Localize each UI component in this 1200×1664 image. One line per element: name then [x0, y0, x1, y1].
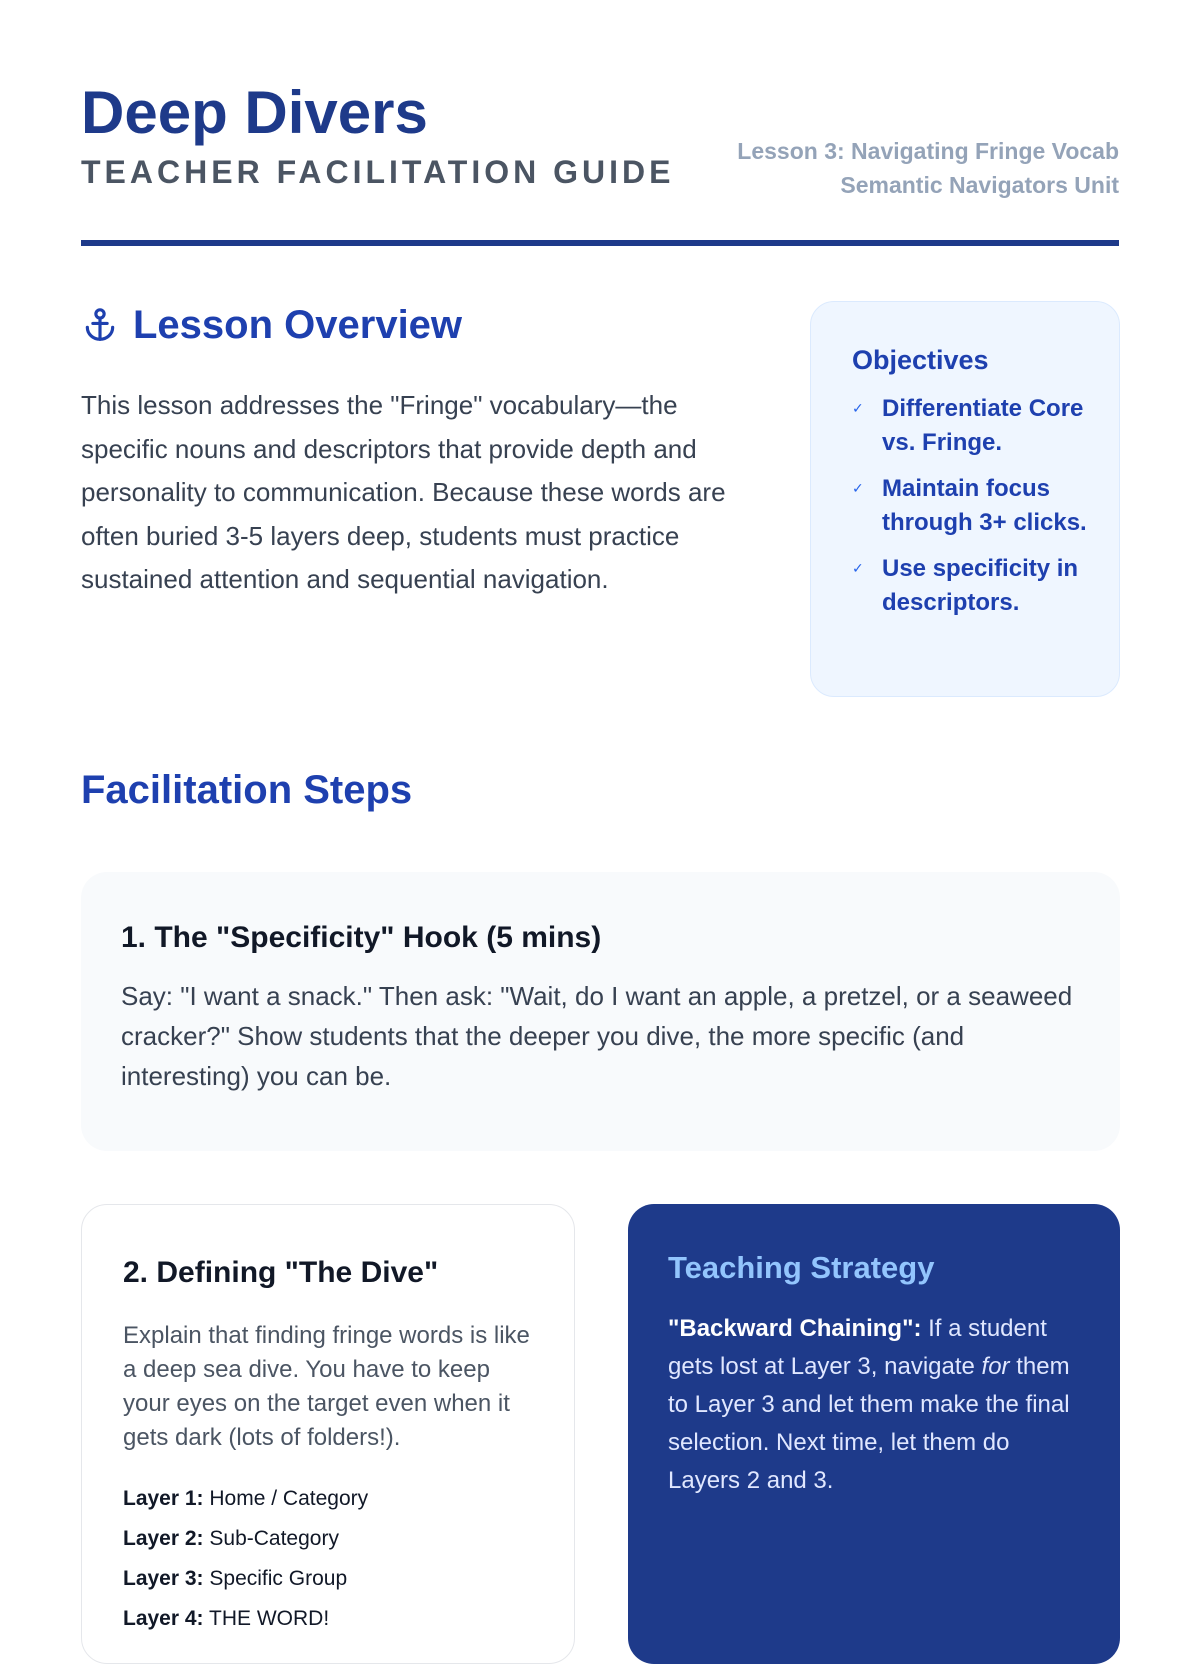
page-subtitle: TEACHER FACILITATION GUIDE — [81, 154, 675, 190]
layer-item — [123, 1559, 534, 1599]
header-divider — [81, 240, 1119, 246]
layer-value: THE WORD! — [209, 1607, 330, 1630]
objective-item — [852, 472, 1095, 539]
lesson-overview-text: This lesson addresses the "Fringe" vocabulary—the specific nouns and descriptors that provide depth and personality to communication. Because these words are often buried 3-5 layers deep, students must practice sustained attention and sequential navigation. — [81, 390, 726, 594]
objectives-list — [852, 392, 1095, 619]
layer-value: Home / Category — [209, 1487, 369, 1510]
lesson-overview-section — [81, 300, 741, 602]
teaching-strategy-title: Teaching Strategy — [668, 1250, 935, 1285]
teaching-strategy-text — [668, 1310, 1080, 1500]
page-header — [81, 78, 1119, 198]
check-icon: ✓ — [852, 560, 864, 576]
page-title: Deep Divers — [81, 79, 428, 146]
step-1-card — [81, 872, 1120, 1151]
objective-text: Use specificity in descriptors. — [882, 555, 1079, 616]
check-icon: ✓ — [852, 400, 864, 416]
objective-text: Maintain focus through 3+ clicks. — [882, 475, 1087, 536]
step-2-card — [81, 1204, 575, 1664]
objective-item — [852, 552, 1095, 619]
layer-item — [123, 1479, 534, 1519]
lesson-label: Lesson 3: Navigating Fringe Vocab — [737, 138, 1119, 164]
objective-text: Differentiate Core vs. Fringe. — [882, 395, 1084, 456]
strategy-term: "Backward Chaining": — [668, 1315, 922, 1342]
facilitation-steps-heading: Facilitation Steps — [81, 768, 413, 812]
lesson-overview-heading — [81, 300, 741, 350]
objectives-title: Objectives — [852, 345, 989, 375]
step-2-heading: 2. Defining "The Dive" — [123, 1256, 439, 1289]
anchor-icon — [81, 306, 119, 344]
lesson-overview-title: Lesson Overview — [133, 303, 463, 347]
unit-label: Semantic Navigators Unit — [840, 172, 1119, 198]
check-icon: ✓ — [852, 480, 864, 496]
step-1-text: Say: "I want a snack." Then ask: "Wait, do I want an apple, a pretzel, or a seaweed cracker?" Show students that the deeper you dive, the more specific (and interesting) you can be. — [121, 981, 1073, 1091]
layer-value: Sub-Category — [209, 1527, 339, 1550]
layer-label: Layer 1: — [123, 1487, 204, 1510]
strategy-text-b: them to Layer 3 and let them make the final selection. Next time, let them do Layers 2 and 3. — [668, 1353, 1070, 1494]
objectives-card — [810, 301, 1120, 697]
objective-item — [852, 392, 1095, 459]
layer-label: Layer 2: — [123, 1527, 204, 1550]
layer-label: Layer 4: — [123, 1607, 204, 1630]
layer-value: Specific Group — [209, 1567, 348, 1590]
layer-item — [123, 1599, 534, 1639]
lesson-meta — [737, 134, 1119, 202]
strategy-text-a: If a student gets lost at Layer 3, navigate — [668, 1315, 1047, 1380]
step-1-heading: 1. The "Specificity" Hook (5 mins) — [121, 921, 602, 954]
strategy-emphasis: for — [981, 1353, 1010, 1380]
layer-label: Layer 3: — [123, 1567, 204, 1590]
layers-list — [123, 1479, 534, 1639]
layer-item — [123, 1519, 534, 1559]
teaching-strategy-card — [628, 1204, 1120, 1664]
step-2-text: Explain that finding fringe words is like a deep sea dive. You have to keep your eyes on the target even when it gets dark (lots of folders!). — [123, 1322, 530, 1451]
